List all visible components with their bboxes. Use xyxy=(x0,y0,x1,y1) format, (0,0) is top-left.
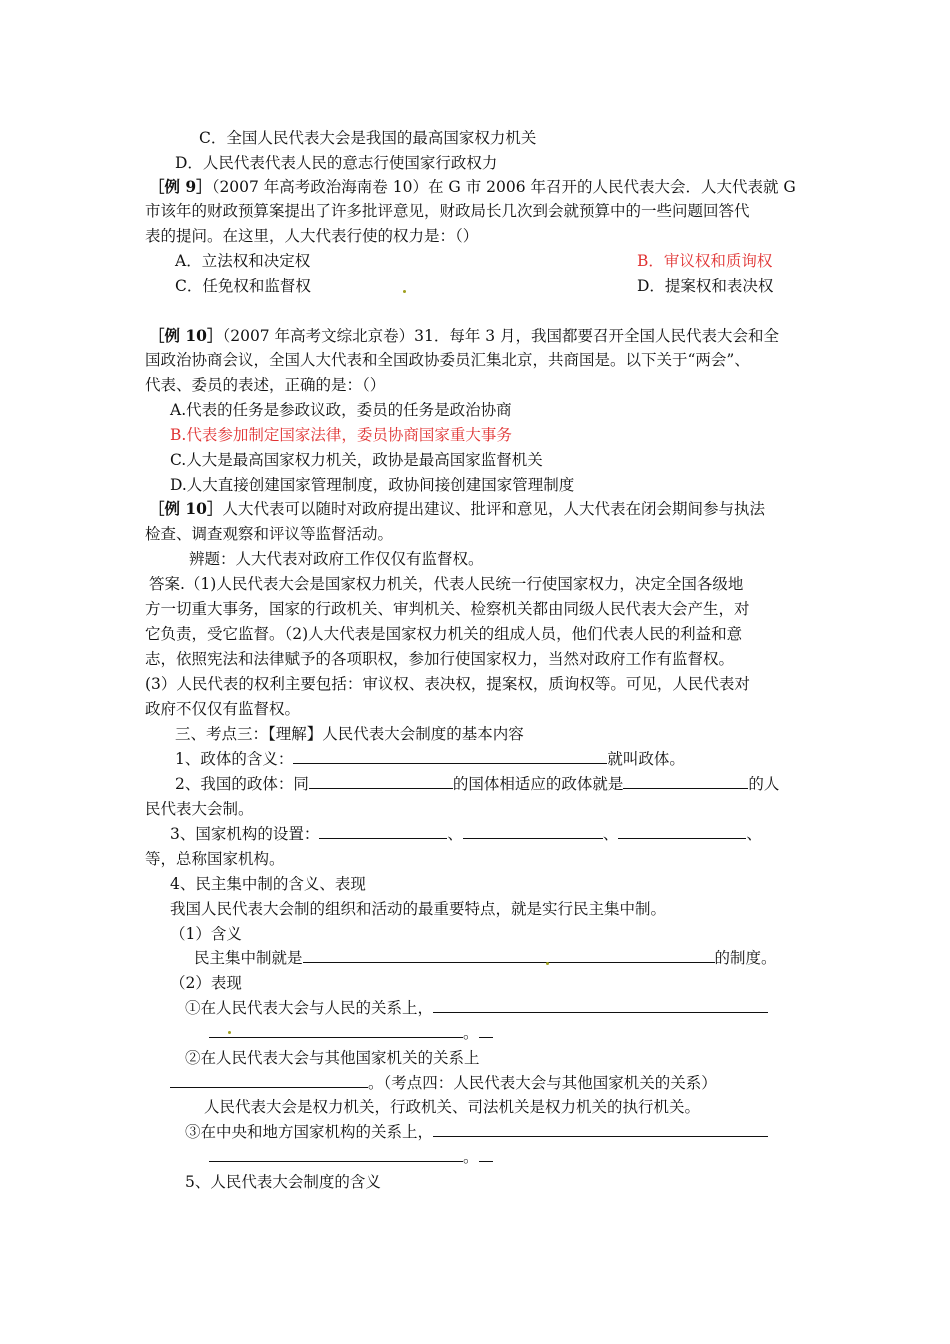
q9-tag: ［例 9］ xyxy=(149,177,212,196)
q9-stem-line3: 表的提问。在这里，人大代表行使的权力是：（） xyxy=(145,227,479,245)
kp3-item5: 5、人民代表大会制度的含义 xyxy=(185,1173,381,1191)
q10b-answer-line2: 方一切重大事务，国家的行政机关、审判机关、检察机关都由同级人民代表大会产生，对 xyxy=(145,600,750,618)
kp3-point2-line2: 。（考点四：人民代表大会与其他国家机关的关系） xyxy=(170,1071,717,1095)
q10b-tag: ［例 10］ xyxy=(149,499,223,518)
kp3-item3-line2: 等，总称国家机构。 xyxy=(145,850,285,868)
fill-blank[interactable] xyxy=(433,996,768,1013)
fill-blank[interactable] xyxy=(209,1145,463,1162)
kp3-item2-line2: 民代表大会制。 xyxy=(145,800,254,818)
q9-option-b-answer: B．审议权和质询权 xyxy=(637,252,773,270)
q10a-stem-line3: 代表、委员的表述，正确的是：（） xyxy=(145,376,386,394)
fill-blank[interactable] xyxy=(293,747,607,764)
fill-blank[interactable] xyxy=(479,1145,493,1162)
q9-option-d: D．提案权和表决权 xyxy=(637,277,774,295)
q9-stem-line2: 市该年的财政预算案提出了许多批评意见，财政局长几次到会就预算中的一些问题回答代 xyxy=(145,202,750,220)
q10a-option-d: D.人大直接创建国家管理制度，政协间接创建国家管理制度 xyxy=(170,476,575,494)
q10a-option-a: A.代表的任务是参政议政，委员的任务是政治协商 xyxy=(170,401,512,419)
kp3-point2: ②在人民代表大会与其他国家机关的关系上 xyxy=(185,1049,480,1067)
kp3-sub1: （1）含义 xyxy=(170,925,242,943)
q10b-answer-line4: 志，依照宪法和法律赋予的各项职权，参加行使国家权力，当然对政府工作有监督权。 xyxy=(145,650,735,668)
stray-mark xyxy=(228,1031,231,1034)
q10a-tag: ［例 10］ xyxy=(149,326,223,345)
fill-blank[interactable] xyxy=(170,1071,368,1088)
q10b-debate-topic: 辨题：人大代表对政府工作仅仅有监督权。 xyxy=(189,550,484,568)
q10b-stem-line1: ［例 10］人大代表可以随时对政府提出建议、批评和意见，人大代表在闭会期间参与执法 xyxy=(149,499,765,518)
fill-blank[interactable] xyxy=(319,822,447,839)
kp3-sub1-fill: 民主集中制就是 的制度。 xyxy=(194,946,777,970)
kp3-point2-extra: 人民代表大会是权力机关，行政机关、司法机关是权力机关的执行机关。 xyxy=(204,1098,701,1116)
q9-option-c: C．任免权和监督权 xyxy=(175,277,311,295)
kp3-item4: 4、民主集中制的含义、表现 xyxy=(170,875,366,893)
fill-blank[interactable] xyxy=(618,822,746,839)
kp3-point1-line2: 。 xyxy=(209,1021,493,1045)
q10a-stem-line1: ［例 10］（2007 年高考文综北京卷）31．每年 3 月，我国都要召开全国人民代表大会和全 xyxy=(149,326,780,345)
stray-mark xyxy=(546,962,549,965)
q10b-answer-line6: 政府不仅仅有监督权。 xyxy=(145,700,301,718)
kp3-point3: ③在中央和地方国家机构的关系上， xyxy=(185,1120,768,1144)
stray-mark xyxy=(403,290,406,293)
q10a-option-c: C.人大是最高国家权力机关，政协是最高国家监督机关 xyxy=(170,451,543,469)
kp3-heading: 三、考点三：【理解】人民代表大会制度的基本内容 xyxy=(175,725,524,743)
kp3-item1: 1、政体的含义： 就叫政体。 xyxy=(175,747,685,771)
q10b-stem-line2: 检查、调查观察和评议等监督活动。 xyxy=(145,525,394,543)
kp3-point1: ①在人民代表大会与人民的关系上， xyxy=(185,996,768,1020)
q10a-option-b-answer: B.代表参加制定国家法律，委员协商国家重大事务 xyxy=(170,426,512,444)
q10a-stem-line2: 国政治协商会议，全国人大代表和全国政协委员汇集北京，共商国是。以下关于“两会”、 xyxy=(145,351,750,369)
kp3-item4-intro: 我国人民代表大会制的组织和活动的最重要特点，就是实行民主集中制。 xyxy=(170,900,667,918)
q8-option-d: D．人民代表代表人民的意志行使国家行政权力 xyxy=(175,154,498,172)
kp3-item3: 3、国家机构的设置： 、 、 、 xyxy=(170,822,762,846)
fill-blank[interactable] xyxy=(479,1021,493,1038)
kp3-item2: 2、我国的政体：同 的国体相适应的政体就是 的人 xyxy=(175,772,779,796)
kp3-sub2: （2）表现 xyxy=(170,974,242,992)
fill-blank[interactable] xyxy=(463,822,603,839)
fill-blank[interactable] xyxy=(209,1021,463,1038)
q10b-answer-line5: (3）人民代表的权利主要包括：审议权、表决权，提案权，质询权等。可见，人民代表对 xyxy=(145,675,750,693)
q8-option-c: C．全国人民代表大会是我国的最高国家权力机关 xyxy=(199,129,537,147)
fill-blank[interactable] xyxy=(433,1120,768,1137)
q9-option-a: A．立法权和决定权 xyxy=(175,252,311,270)
fill-blank[interactable] xyxy=(623,772,748,789)
q9-stem-line1: ［例 9］（2007 年高考政治海南卷 10）在 G 市 2006 年召开的人民代表大会．人大代表就 G xyxy=(149,177,796,196)
kp3-point3-line2: 。 xyxy=(209,1145,493,1169)
q10b-answer-line3: 它负责，受它监督。（2)人大代表是国家权力机关的组成人员，他们代表人民的利益和意 xyxy=(145,625,743,643)
fill-blank[interactable] xyxy=(309,772,453,789)
fill-blank[interactable] xyxy=(303,946,715,963)
q10b-answer-line1: 答案.（1)人民代表大会是国家权力机关，代表人民统一行使国家权力，决定全国各级地 xyxy=(149,575,744,593)
